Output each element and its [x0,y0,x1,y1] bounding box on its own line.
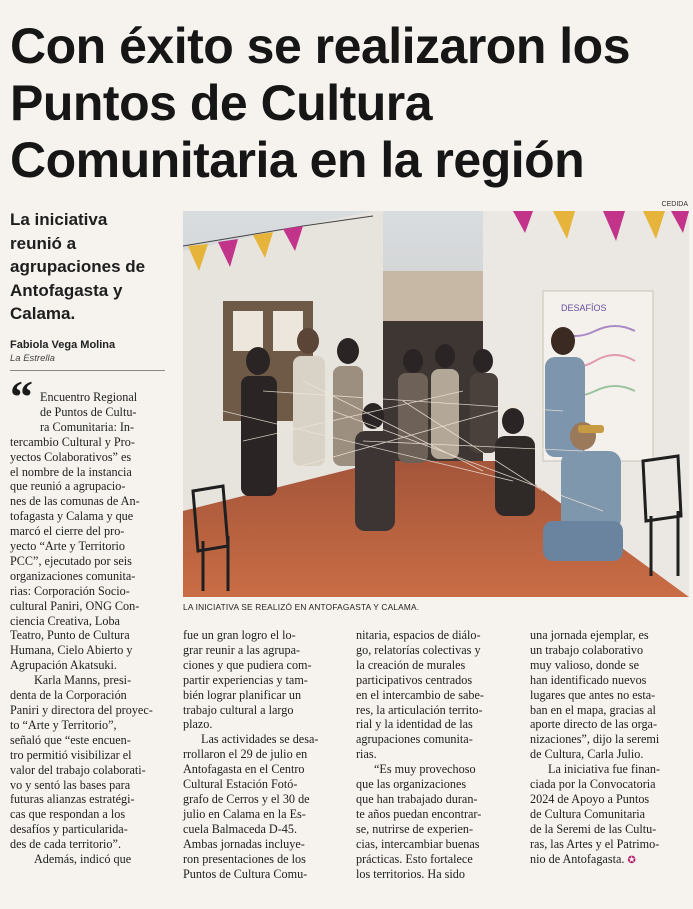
text-line: de la Seremi de las Cultu- [530,821,657,836]
text-line: de Cultura, Carla Julio. [530,747,644,762]
text-line: plazo. [183,717,213,732]
text-line: cas que respondan a los [10,807,126,822]
text-line: muy valioso, donde se [530,657,639,672]
event-photo [183,211,689,597]
text-line: que las organizaciones [356,777,467,792]
text-line: PCC”, ejecutado por seis [10,553,132,568]
opening-quote-icon: “ [10,371,33,422]
text-line: La iniciativa fue finan- [548,762,661,777]
text-line: Teatro, Punto de Cultura [10,628,130,643]
text-line [530,852,690,869]
text-line: desafíos y particularida- [10,822,128,837]
headline-line: Con éxito se realizaron los [10,18,631,74]
text-line: go, relatorías colectivas y [356,642,481,657]
column-2 [183,628,343,881]
text-line: participativos centrados [356,672,473,687]
headline-line: Puntos de Cultura [10,75,433,131]
text-line: Cultural Estación Fotó- [183,777,298,792]
text-line: organizaciones comunita- [10,568,136,583]
text-line: los territorios. Ha sido [356,866,465,881]
byline-divider [10,370,165,371]
text-line: un trabajo colaborativo [530,642,644,657]
text-line: marcó el cierre del pro- [10,524,125,539]
text-line: cias, intercambiar buenas [356,836,480,851]
text-line: bién lograr planificar un [183,687,302,702]
text-line: nes de las comunas de An- [10,494,140,509]
text-line: rias: Corporación Socio- [10,583,130,598]
text-line: 2024 de Apoyo a Puntos [530,791,650,806]
headline-line: Comunitaria en la región [10,132,585,188]
text-line: señaló que “este encuen- [10,732,131,747]
text-line: res, la articulación territo- [356,702,483,717]
event-photo-illustration [183,211,689,597]
text-line: Antofagasta en el Centro [183,762,305,777]
text-line: ras, las Artes y el Patrimo- [530,836,660,851]
text-line: ciada por la Convocatoria [530,777,656,792]
text-line: valor del trabajo colaborati- [10,762,146,777]
text-line: ciones y que pudiera com- [183,657,312,672]
text-line: cuela Balmaceda D-45. [183,821,298,836]
text-line: denta de la Corporación [10,688,127,703]
text-line: ban en el mapa, gracias al [530,702,656,717]
column-1 [10,435,170,867]
text-line: to “Arte y Territorio”, [10,717,117,732]
text-line: grar reunir a las agrupa- [183,642,301,657]
text-line: de Cultura Comunitaria [530,806,646,821]
text-line: Karla Manns, presi- [34,673,132,688]
byline-author: Fabiola Vega Molina [10,339,116,351]
text-line: vo y sentó las bases para [10,777,131,792]
text-line: en el intercambio de sabe- [356,687,484,702]
deck-line: Calama. [10,304,76,323]
text-line: Las actividades se desa- [201,732,319,747]
deck-line: reunió a [10,233,77,253]
text-line: prácticas. Esto fortalece [356,851,473,866]
byline-publication: La Estrella [10,353,55,364]
text-line: agrupaciones comunita- [356,732,473,747]
text-line: Además, indicó que [34,852,132,867]
text-line: el nombre de la instancia [10,464,132,479]
text-line: “Es muy provechoso [374,762,476,777]
deck [10,208,170,326]
deck-line: agrupaciones de [10,257,146,276]
text-line: ra Comunitaria: In- [40,419,135,434]
column-3 [356,628,516,881]
text-line: futuras alianzas estratégi- [10,792,135,807]
text-line: grafo de Cerros y el 30 de [183,791,310,806]
text-line: cultural Paniri, ONG Con- [10,598,140,613]
photo-credit: CEDIDA [661,201,688,208]
column-4 [530,628,690,869]
text-line: aporte directo de las orga- [530,717,658,732]
text-line: Encuentro Regional [40,390,138,404]
text-line: que reunió a agrupacio- [10,479,126,494]
text-line: la creación de murales [356,657,466,672]
text-line: rias. [356,747,377,762]
text-line: trabajo cultural a largo [183,702,294,717]
last-line-text: nio de Antofagasta. [530,851,625,866]
text-line: Agrupación Akatsuki. [10,658,117,673]
text-line: Ambas jornadas incluye- [183,836,305,851]
text-line: tofagasta y Calama y que [10,509,134,524]
text-line: de Puntos de Cultu- [40,404,137,419]
text-line: Puntos de Cultura Comu- [183,866,308,881]
photo-caption: LA INICIATIVA SE REALIZÓ EN ANTOFAGASTA Y CALAMA. [183,602,420,612]
text-line: tercambio Cultural y Pro- [10,434,135,449]
column-1-intro [40,390,170,435]
text-line: que han trabajado duran- [356,791,478,806]
text-line: ciencia Creativa, Loba [10,613,120,628]
text-line: julio en Calama en la Es- [183,806,306,821]
deck-line: La iniciativa [10,210,108,229]
end-of-article-icon: ✪ [627,854,636,866]
text-line: Paniri y directora del proyec- [10,703,153,717]
text-line: rial y la identidad de las [356,717,473,732]
text-line: lugares que antes no esta- [530,687,656,702]
text-line: tro permitió visibilizar el [10,747,132,762]
text-line: fue un gran logro el lo- [183,628,296,642]
text-line: Humana, Cielo Abierto y [10,643,133,658]
text-line: se, nutrirse de experien- [356,821,474,836]
text-line: te años puedan encontrar- [356,806,482,821]
banner-title: DESAFÍOS [561,303,607,313]
text-line: partir experiencias y tam- [183,672,308,687]
text-line: nizaciones”, dijo la seremi [530,732,660,747]
text-line: nitaria, espacios de diálo- [356,628,481,642]
text-line: des de cada territorio”. [10,837,121,852]
headline [10,18,690,189]
text-line: yecto “Arte y Territorio [10,539,125,554]
text-line: han identificado nuevos [530,672,647,687]
text-line: ron presentaciones de los [183,851,306,866]
text-line: rrollaron el 29 de julio en [183,747,308,762]
text-line: una jornada ejemplar, es [530,628,649,642]
text-line: yectos Colaborativos” es [10,449,132,464]
deck-line: Antofagasta y [10,280,123,300]
